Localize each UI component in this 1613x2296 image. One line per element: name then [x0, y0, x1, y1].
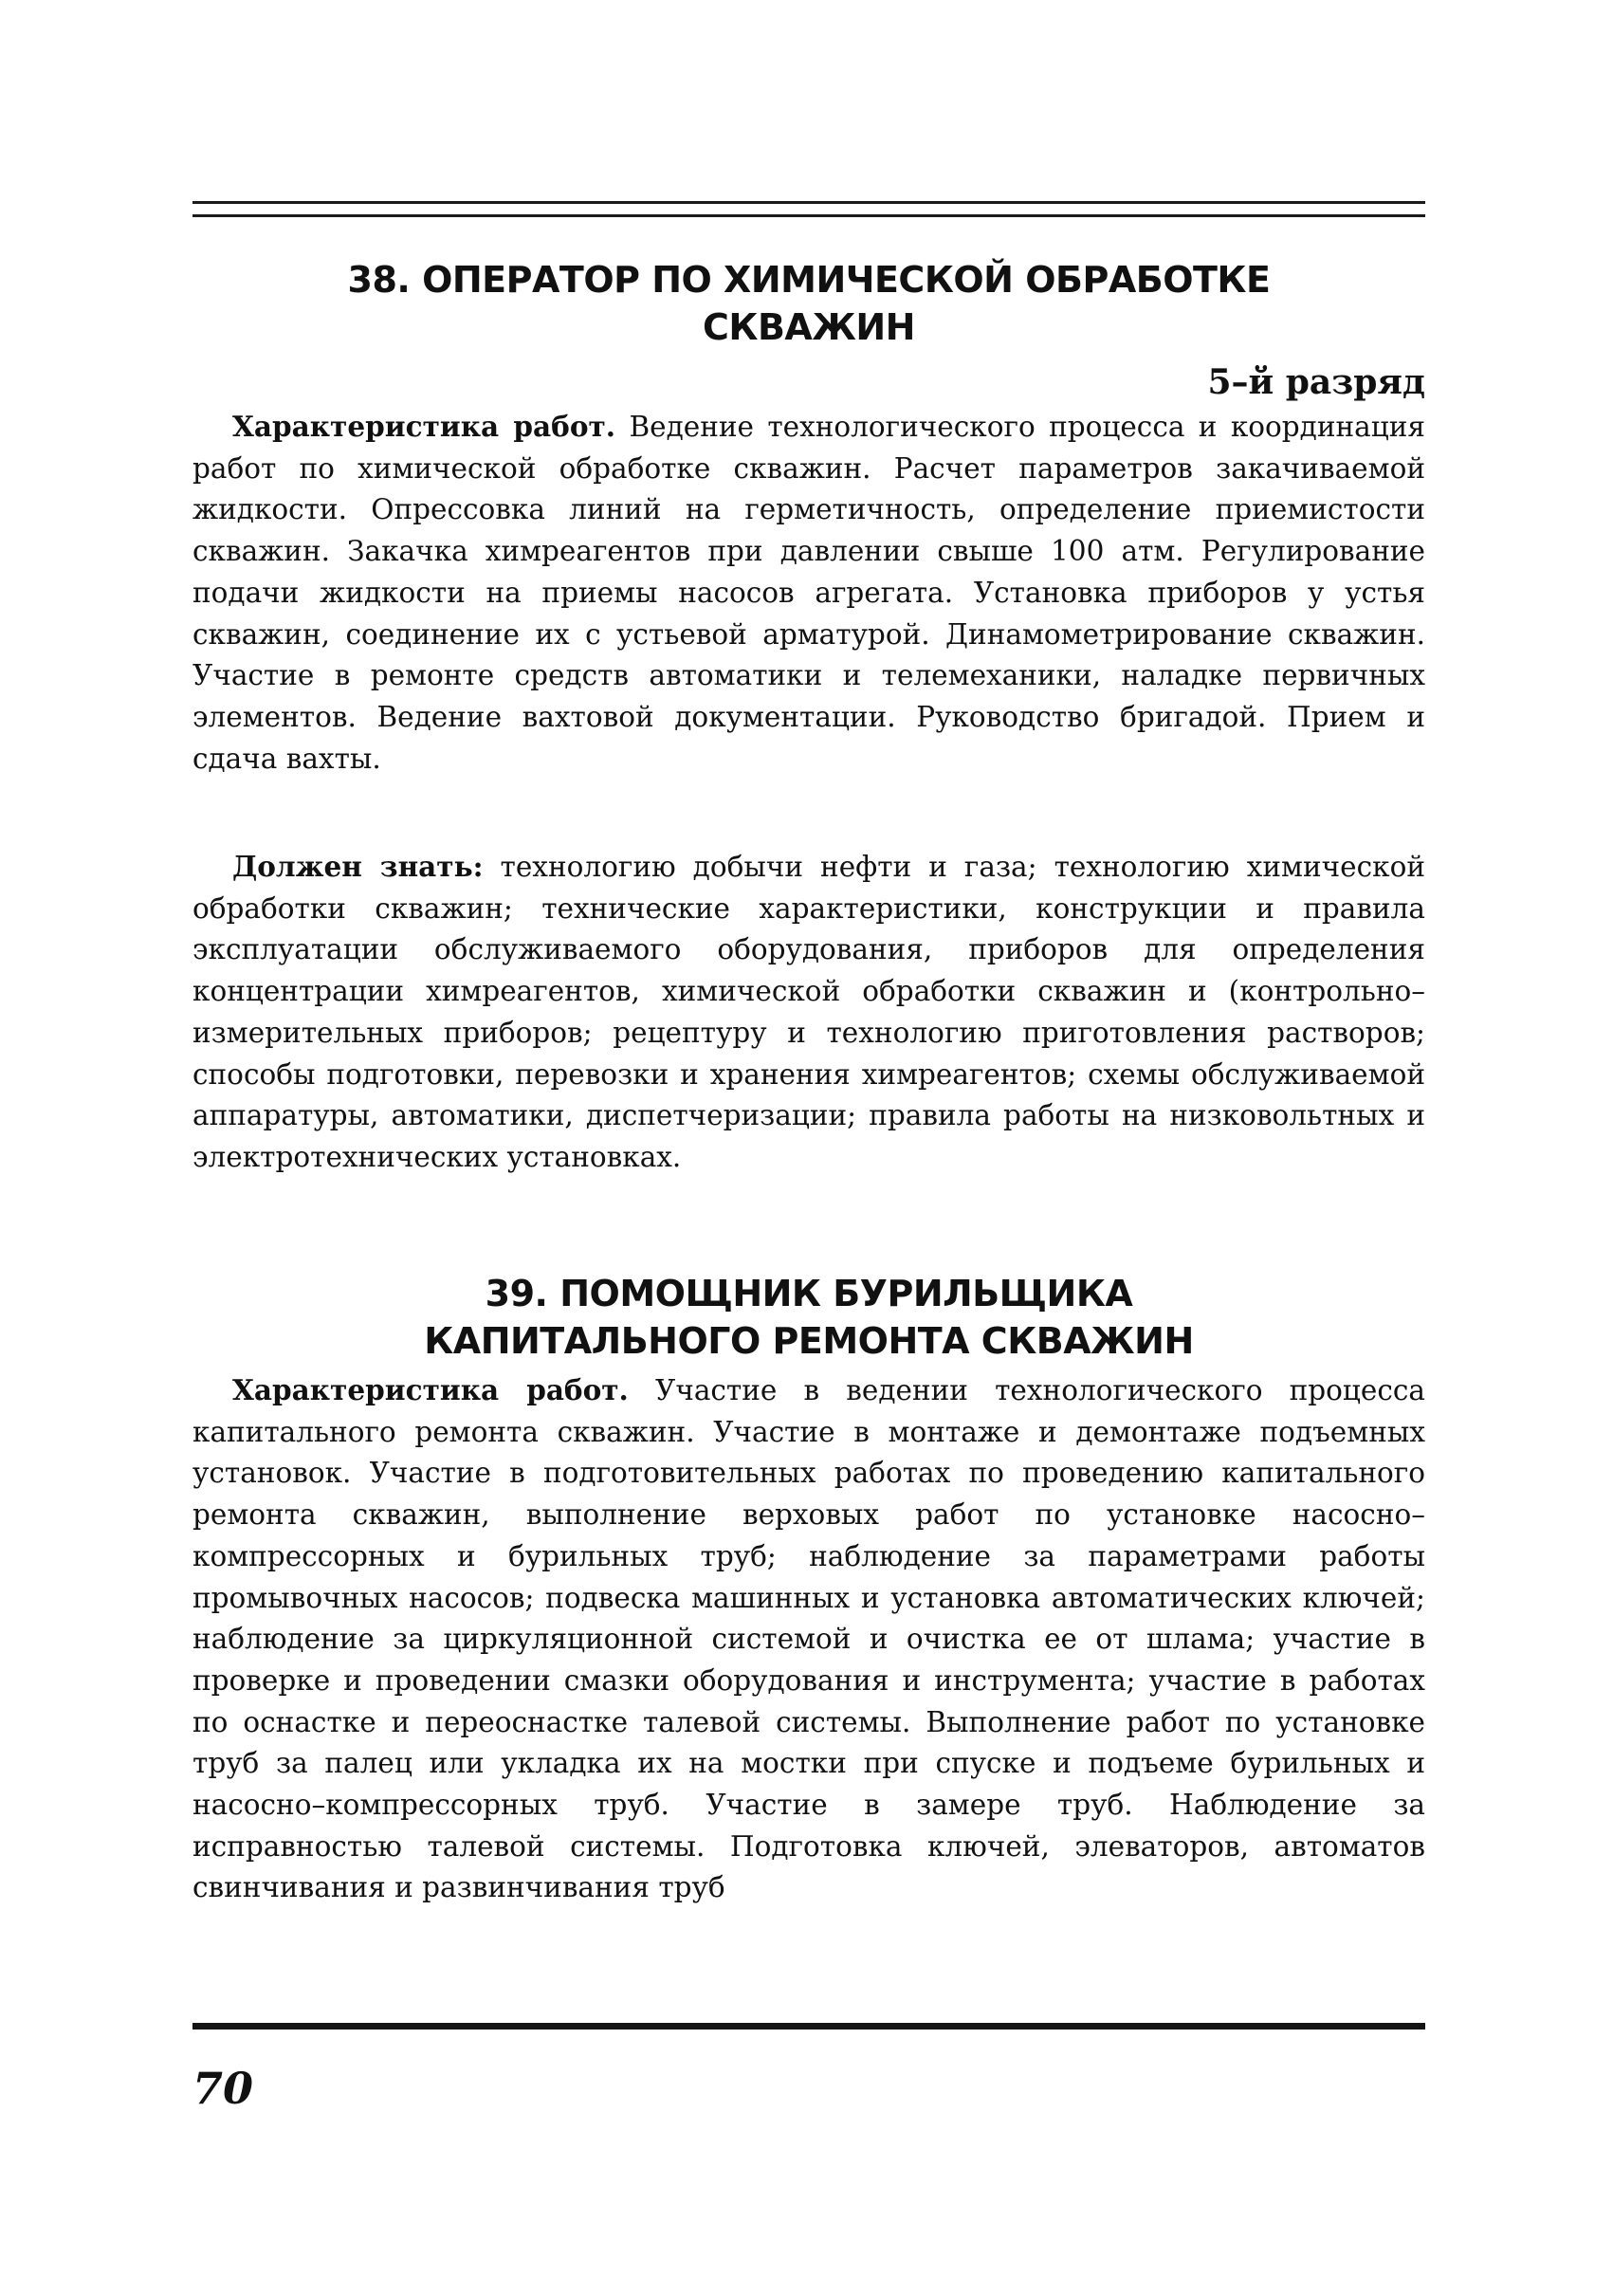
section-38-knowledge-text: технологию добычи нефти и газа; технологию химической обработки скважин; технические характеристики, конструкции и правила эксплуатации обслуживаемого оборудования, приборов для определения концентрации химреагентов, химической обработки скважин и (контрольно–измерительных приборов; рецептуру и технологию приготовления растворов; способы подготовки, перевозки и хранения химреагентов; схемы обслуживаемой аппаратуры, автоматики, диспетчеризации; правила работы на низковольтных и электротехнических установках. [192, 851, 1425, 1173]
section-38-knowledge-label: Должен знать: [232, 850, 484, 883]
bottom-rule-line [192, 2023, 1425, 2030]
section-39-work-text: Участие в ведении технологического процесса капитального ремонта скважин. Участие в монтаже и демонтаже подъемных установок. Участие в подготовительных работах по проведению капитального ремонта скважин, выполнение верховых работ по установке насосно–компрессорных и бурильных труб; наблюдение за параметрами работы промывочных насосов; подвеска машинных и установка автоматических ключей; наблюдение за циркуляционной системой и очистка ее от шлама; участие в проверке и проведении смазки оборудования и инструмента; участие в работах по оснастке и переоснастке талевой системы. Выполнение работ по установке труб за палец или укладка их на мостки при спуске и подъеме бурильных и насосно–компрессорных труб. Участие в замере труб. Наблюдение за исправностью талевой системы. Подготовка ключей, элеваторов, автоматов свинчивания и развинчивания труб [192, 1374, 1425, 1904]
section-38-work-paragraph [192, 406, 1425, 780]
top-rule-line [192, 201, 1425, 204]
section-38-title-line-1: 38. ОПЕРАТОР ПО ХИМИЧЕСКОЙ ОБРАБОТКЕ [347, 259, 1271, 301]
section-38-work-label: Характеристика работ. [232, 410, 616, 443]
page-number: 70 [192, 2063, 254, 2114]
section-38-grade: 5–й разряд [1207, 362, 1425, 402]
top-rule-line [192, 214, 1425, 217]
section-39-title-line-1: 39. ПОМОЩНИК БУРИЛЬЩИКА [485, 1273, 1133, 1314]
section-38-title-line-2: СКВАЖИН [703, 306, 915, 348]
section-38-knowledge-paragraph [192, 846, 1425, 1179]
section-39-work-label: Характеристика работ. [232, 1373, 629, 1406]
section-38-work-text: Ведение технологического процесса и координация работ по химической обработке скважин. Расчет параметров закачиваемой жидкости. Опрессовка линий на герметичность, определение приемистости скважин. Закачка химреагентов при давлении свыше 100 атм. Регулирование подачи жидкости на приемы насосов агрегата. Установка приборов у устья скважин, соединение их с устьевой арматурой. Динамометрирование скважин. Участие в ремонте средств автоматики и телемеханики, наладке первичных элементов. Ведение вахтовой документации. Руководство бригадой. Прием и сдача вахты. [192, 411, 1425, 775]
section-39-title-line-2: КАПИТАЛЬНОГО РЕМОНТА СКВАЖИН [424, 1320, 1194, 1362]
section-39-work-paragraph [192, 1369, 1425, 1909]
